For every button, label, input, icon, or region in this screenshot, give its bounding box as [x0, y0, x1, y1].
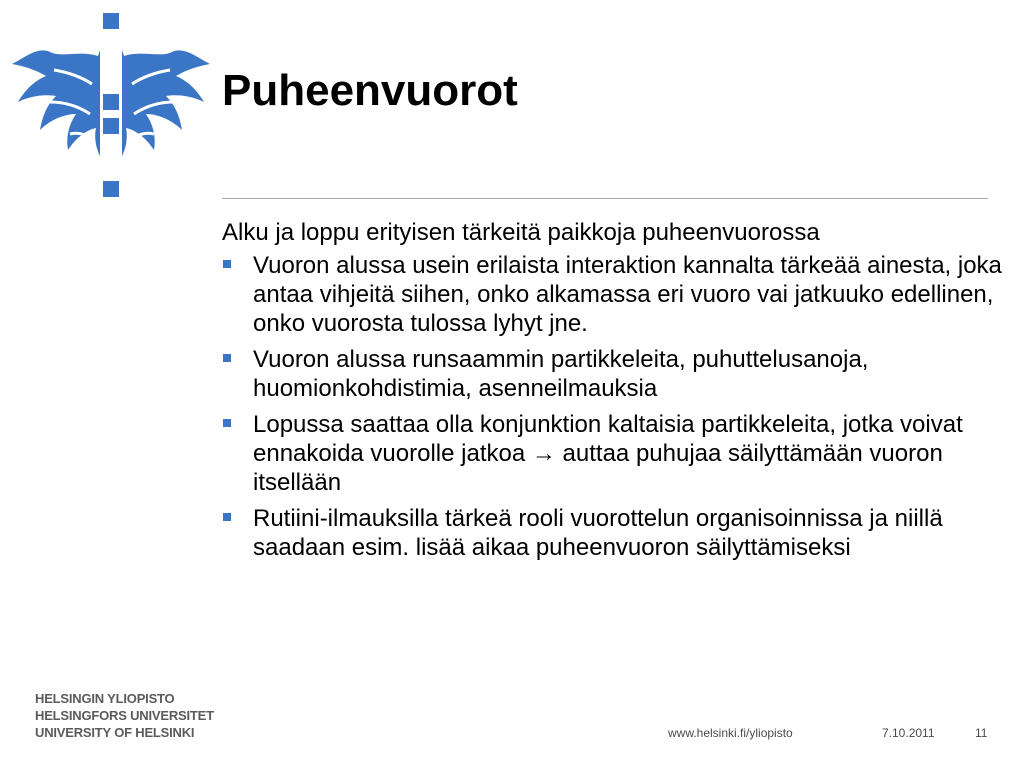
university-flame-logo-icon [10, 10, 214, 202]
bullet-text-before-arrow: Lopussa saattaa olla konjunktion kaltaisia partikkeleita, jotka voivat ennakoida vuorolle jatkoa [253, 411, 963, 467]
bullet-item [222, 345, 1014, 403]
footer-url: www.helsinki.fi/yliopisto [668, 726, 793, 740]
bullet-text: Rutiini-ilmauksilla tärkeä rooli vuorottelun organisoinnissa ja niillä saadaan esim. lisää aikaa puheenvuoron säilyttämiseksi [253, 505, 943, 561]
bullet-text: Vuoron alussa usein erilaista interaktion kannalta tärkeää ainesta, joka antaa vihjeitä siihen, onko alkamassa eri vuoro vai jatkuuko edellinen, onko vuorosta tulossa lyhyt jne. [253, 252, 1002, 337]
bullet-item [222, 251, 1014, 338]
footer-date: 7.10.2011 [882, 726, 935, 740]
bullet-text-after-arrow: auttaa puhujaa säilyttämään vuoron itsellään [253, 440, 943, 496]
bullet-square-icon [223, 513, 231, 521]
title-divider [222, 198, 988, 199]
bullet-text: Vuoron alussa runsaammin partikkeleita, puhuttelusanoja, huomionkohdistimia, asenneilmauksia [253, 346, 869, 402]
bullet-square-icon [223, 354, 231, 362]
wordmark-line-fi: HELSINGIN YLIOPISTO [35, 691, 175, 706]
bullet-item [222, 504, 1014, 562]
slide-title: Puheenvuorot [222, 66, 518, 115]
bullet-item [222, 410, 1014, 497]
lead-text: Alku ja loppu erityisen tärkeitä paikkoja puheenvuorossa [222, 219, 820, 246]
slide-body [222, 218, 1014, 569]
wordmark-line-sv: HELSINGFORS UNIVERSITET [35, 708, 214, 723]
wordmark-line-en: UNIVERSITY OF HELSINKI [35, 725, 195, 740]
right-arrow-icon: → [531, 440, 556, 467]
bullet-list [222, 251, 1014, 562]
bullet-square-icon [223, 419, 231, 427]
bullet-square-icon [223, 260, 231, 268]
footer-page-number: 11 [975, 726, 988, 740]
university-wordmark [35, 690, 214, 741]
